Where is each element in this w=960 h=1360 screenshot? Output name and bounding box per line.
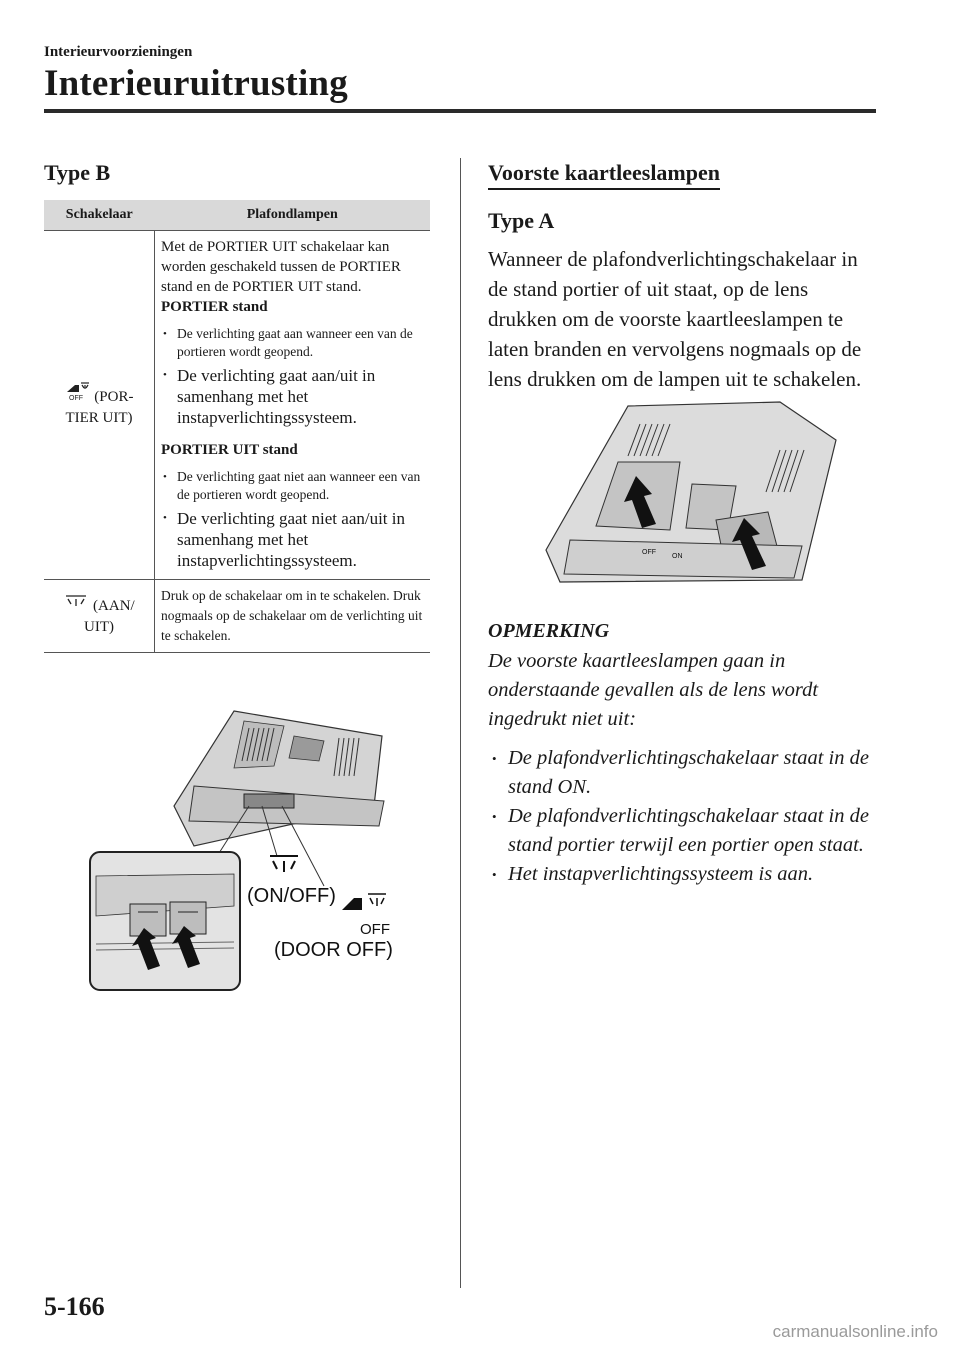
right-column	[488, 160, 880, 394]
door-off-mode-heading: PORTIER UIT stand	[161, 442, 298, 458]
table-row	[44, 580, 430, 653]
map-lights-heading: Voorste kaartleeslampen	[488, 160, 720, 190]
lens-off-label: OFF	[642, 549, 656, 556]
switch-cell-door-off	[44, 231, 155, 580]
door-off-symbol	[342, 894, 386, 910]
switch-label-line2: TIER UIT)	[65, 410, 133, 426]
list-item: • Het instapverlichtingssysteem is aan.	[488, 860, 880, 889]
title-rule	[44, 109, 876, 113]
switch-label-line1: (POR-	[94, 389, 134, 405]
off-label: OFF	[360, 921, 390, 938]
svg-text:OFF: OFF	[68, 395, 83, 401]
on-off-description: Druk op de schakelaar om in te schakelen. Druk nogmaals op de schakelaar om de verlichting uit te schakelen.	[161, 588, 423, 643]
note-block	[488, 620, 880, 889]
switch-label-line1: (AAN/	[93, 598, 135, 614]
note-title: OPMERKING	[488, 620, 610, 642]
door-mode-heading: PORTIER stand	[161, 299, 268, 315]
description-cell-door-off	[155, 231, 431, 580]
switch-label-line2: UIT)	[84, 619, 114, 635]
overhead-console-figure	[84, 706, 404, 996]
table-header-row	[44, 200, 430, 231]
table-header-switch: Schakelaar	[44, 200, 155, 231]
table-header-lamps: Plafondlampen	[155, 200, 431, 231]
door-off-label: (DOOR OFF)	[274, 939, 393, 961]
note-body: De voorste kaartleeslampen gaan in onderstaande gevallen als de lens wordt ingedrukt niet uit:	[488, 650, 819, 730]
door-off-icon	[65, 389, 95, 405]
page-title: Interieuruitrusting	[44, 63, 348, 104]
list-item: • De plafondverlichtingschakelaar staat in de stand ON.	[488, 744, 880, 802]
lamp-icon	[63, 598, 93, 614]
map-lamp-figure	[540, 400, 840, 590]
lens-on-label: ON	[672, 553, 683, 560]
description-cell-on-off	[155, 580, 431, 653]
type-b-heading: Type B	[44, 160, 111, 185]
type-a-body: Wanneer de plafondverlichtingschakelaar in de stand portier of uit staat, op de lens drukken om de voorste kaartleeslampen te laten branden en vervolgens nogmaals op de lens drukken om de lampen uit te schakelen.	[488, 247, 862, 391]
switch-cell-on-off	[44, 580, 155, 653]
list-item: • De verlichting gaat aan wanneer een van de portieren wordt geopend.	[161, 325, 426, 361]
list-item: • De verlichting gaat niet aan wanneer een van de portieren wordt geopend.	[161, 468, 426, 504]
table-row	[44, 231, 430, 580]
page-number: 5-166	[44, 1292, 105, 1321]
list-item: • De plafondverlichtingschakelaar staat in de stand portier terwijl een portier open staat.	[488, 802, 880, 860]
type-a-heading: Type A	[488, 208, 555, 233]
column-divider	[460, 158, 461, 1288]
list-item: • De verlichting gaat aan/uit in samenhang met het instapverlichtingssysteem.	[161, 365, 426, 428]
list-item: • De verlichting gaat niet aan/uit in samenhang met het instapverlichtingssysteem.	[161, 508, 426, 571]
watermark[interactable]: carmanualsonline.info	[772, 1322, 938, 1341]
section-label: Interieurvoorzieningen	[44, 44, 193, 60]
door-off-intro: Met de PORTIER UIT schakelaar kan worden geschakeld tussen de PORTIER stand en de PORTIER UIT stand.	[161, 239, 401, 295]
on-off-label: (ON/OFF)	[247, 885, 336, 907]
switch-table	[44, 200, 430, 653]
